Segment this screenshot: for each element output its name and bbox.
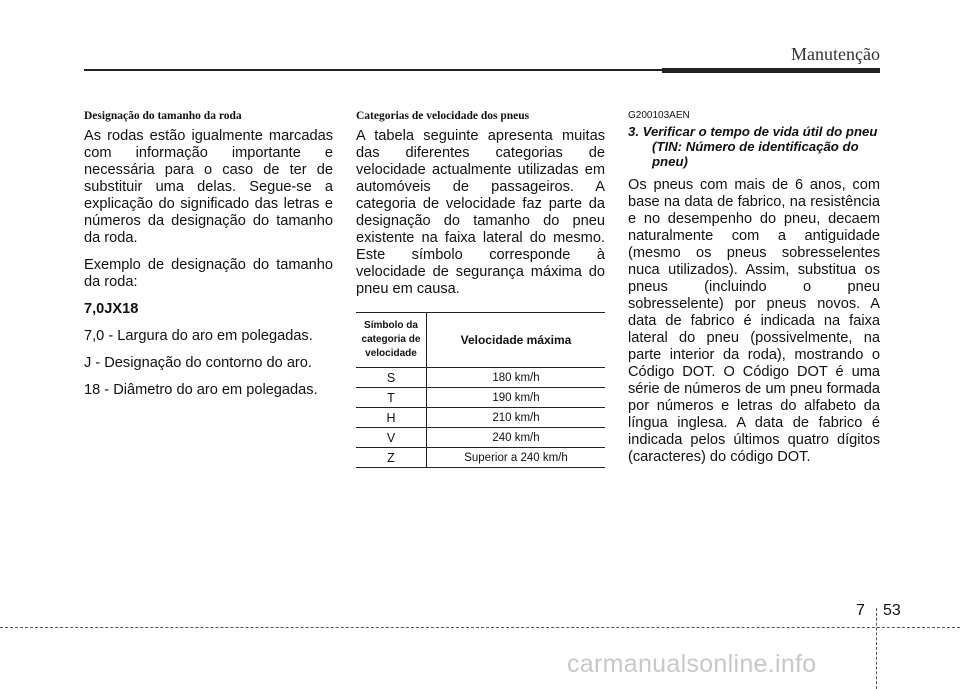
wheel-size-code: 7,0JX18 <box>84 301 139 317</box>
table-row <box>356 408 605 428</box>
table-header-speed: Velocidade máxima <box>427 313 606 368</box>
chapter-number: 7 <box>856 602 865 619</box>
table-cell-symbol: V <box>356 428 427 448</box>
column-tire-age <box>628 110 880 476</box>
wheel-item-width: 7,0 - Largura do aro em polegadas. <box>84 328 313 344</box>
page-number: 53 <box>883 602 901 619</box>
paragraph-wheel-intro: As rodas estão igualmente marcadas com informação importante e necessária para o caso de ter de substituir uma delas. Segue-se a explicação do significado das letras e números da designação do tamanho da roda. <box>84 128 333 246</box>
table-cell-symbol: S <box>356 368 427 388</box>
table-row <box>356 368 605 388</box>
speed-category-table <box>356 312 605 468</box>
table-cell-symbol: T <box>356 388 427 408</box>
table-row <box>356 428 605 448</box>
footer-divider <box>876 608 877 689</box>
subhead-speed-categories: Categorias de velocidade dos pneus <box>356 110 530 122</box>
wheel-item-diameter: 18 - Diâmetro do aro em polegadas. <box>84 382 318 398</box>
paragraph-wheel-example: Exemplo de designação do tamanho da roda: <box>84 257 333 290</box>
watermark: carmanualsonline.info <box>567 650 817 678</box>
header-title: Manutenção <box>791 44 880 64</box>
footer-rule <box>0 627 960 628</box>
section-title-tire-age: 3. Verificar o tempo de vida útil do pneu (TIN: Número de identificação do pneu) <box>628 124 878 169</box>
column-speed-categories <box>356 110 605 468</box>
table-cell-speed: Superior a 240 km/h <box>427 448 606 468</box>
table-header-symbol: Símbolo da categoria de velocidade <box>356 313 427 368</box>
subhead-wheel-size: Designação do tamanho da roda <box>84 110 242 122</box>
table-cell-symbol: H <box>356 408 427 428</box>
table-cell-symbol: Z <box>356 448 427 468</box>
table-cell-speed: 240 km/h <box>427 428 606 448</box>
table-row <box>356 448 605 468</box>
table-cell-speed: 180 km/h <box>427 368 606 388</box>
table-cell-speed: 190 km/h <box>427 388 606 408</box>
header-rule-accent <box>662 68 880 73</box>
paragraph-tire-age: Os pneus com mais de 6 anos, com base na data de fabrico, na resistência e no desempenho do pneu, decaem naturalmente com a antiguidade (mesmo os pneus sobresselentes nuca utilizados). Assim, substitua os pneus (incluindo o pneu sobresselente) por pneus novos. A data de fabrico é indicada na faixa lateral do pneu (possivelmente, na parte interior da roda), mostrando o Código DOT. O Código DOT é uma série de números de um pneu formada por números e letras do alfabeto da língua inglesa. A data de fabrico é indicada pelos últimos quatro dígitos (caracteres) do código DOT. <box>628 177 880 465</box>
table-cell-speed: 210 km/h <box>427 408 606 428</box>
section-code: G200103AEN <box>628 110 690 121</box>
column-wheel-size <box>84 110 333 409</box>
wheel-item-contour: J - Designação do contorno do aro. <box>84 355 312 371</box>
paragraph-speed-intro: A tabela seguinte apresenta muitas das diferentes categorias de velocidade actualmente utilizadas em automóveis de passageiros. A categoria de velocidade faz parte da designação do tamanho do pneu existente na faixa lateral do mesmo. Este símbolo corresponde à velocidade de segurança máxima do pneu em causa. <box>356 128 605 297</box>
table-row <box>356 388 605 408</box>
